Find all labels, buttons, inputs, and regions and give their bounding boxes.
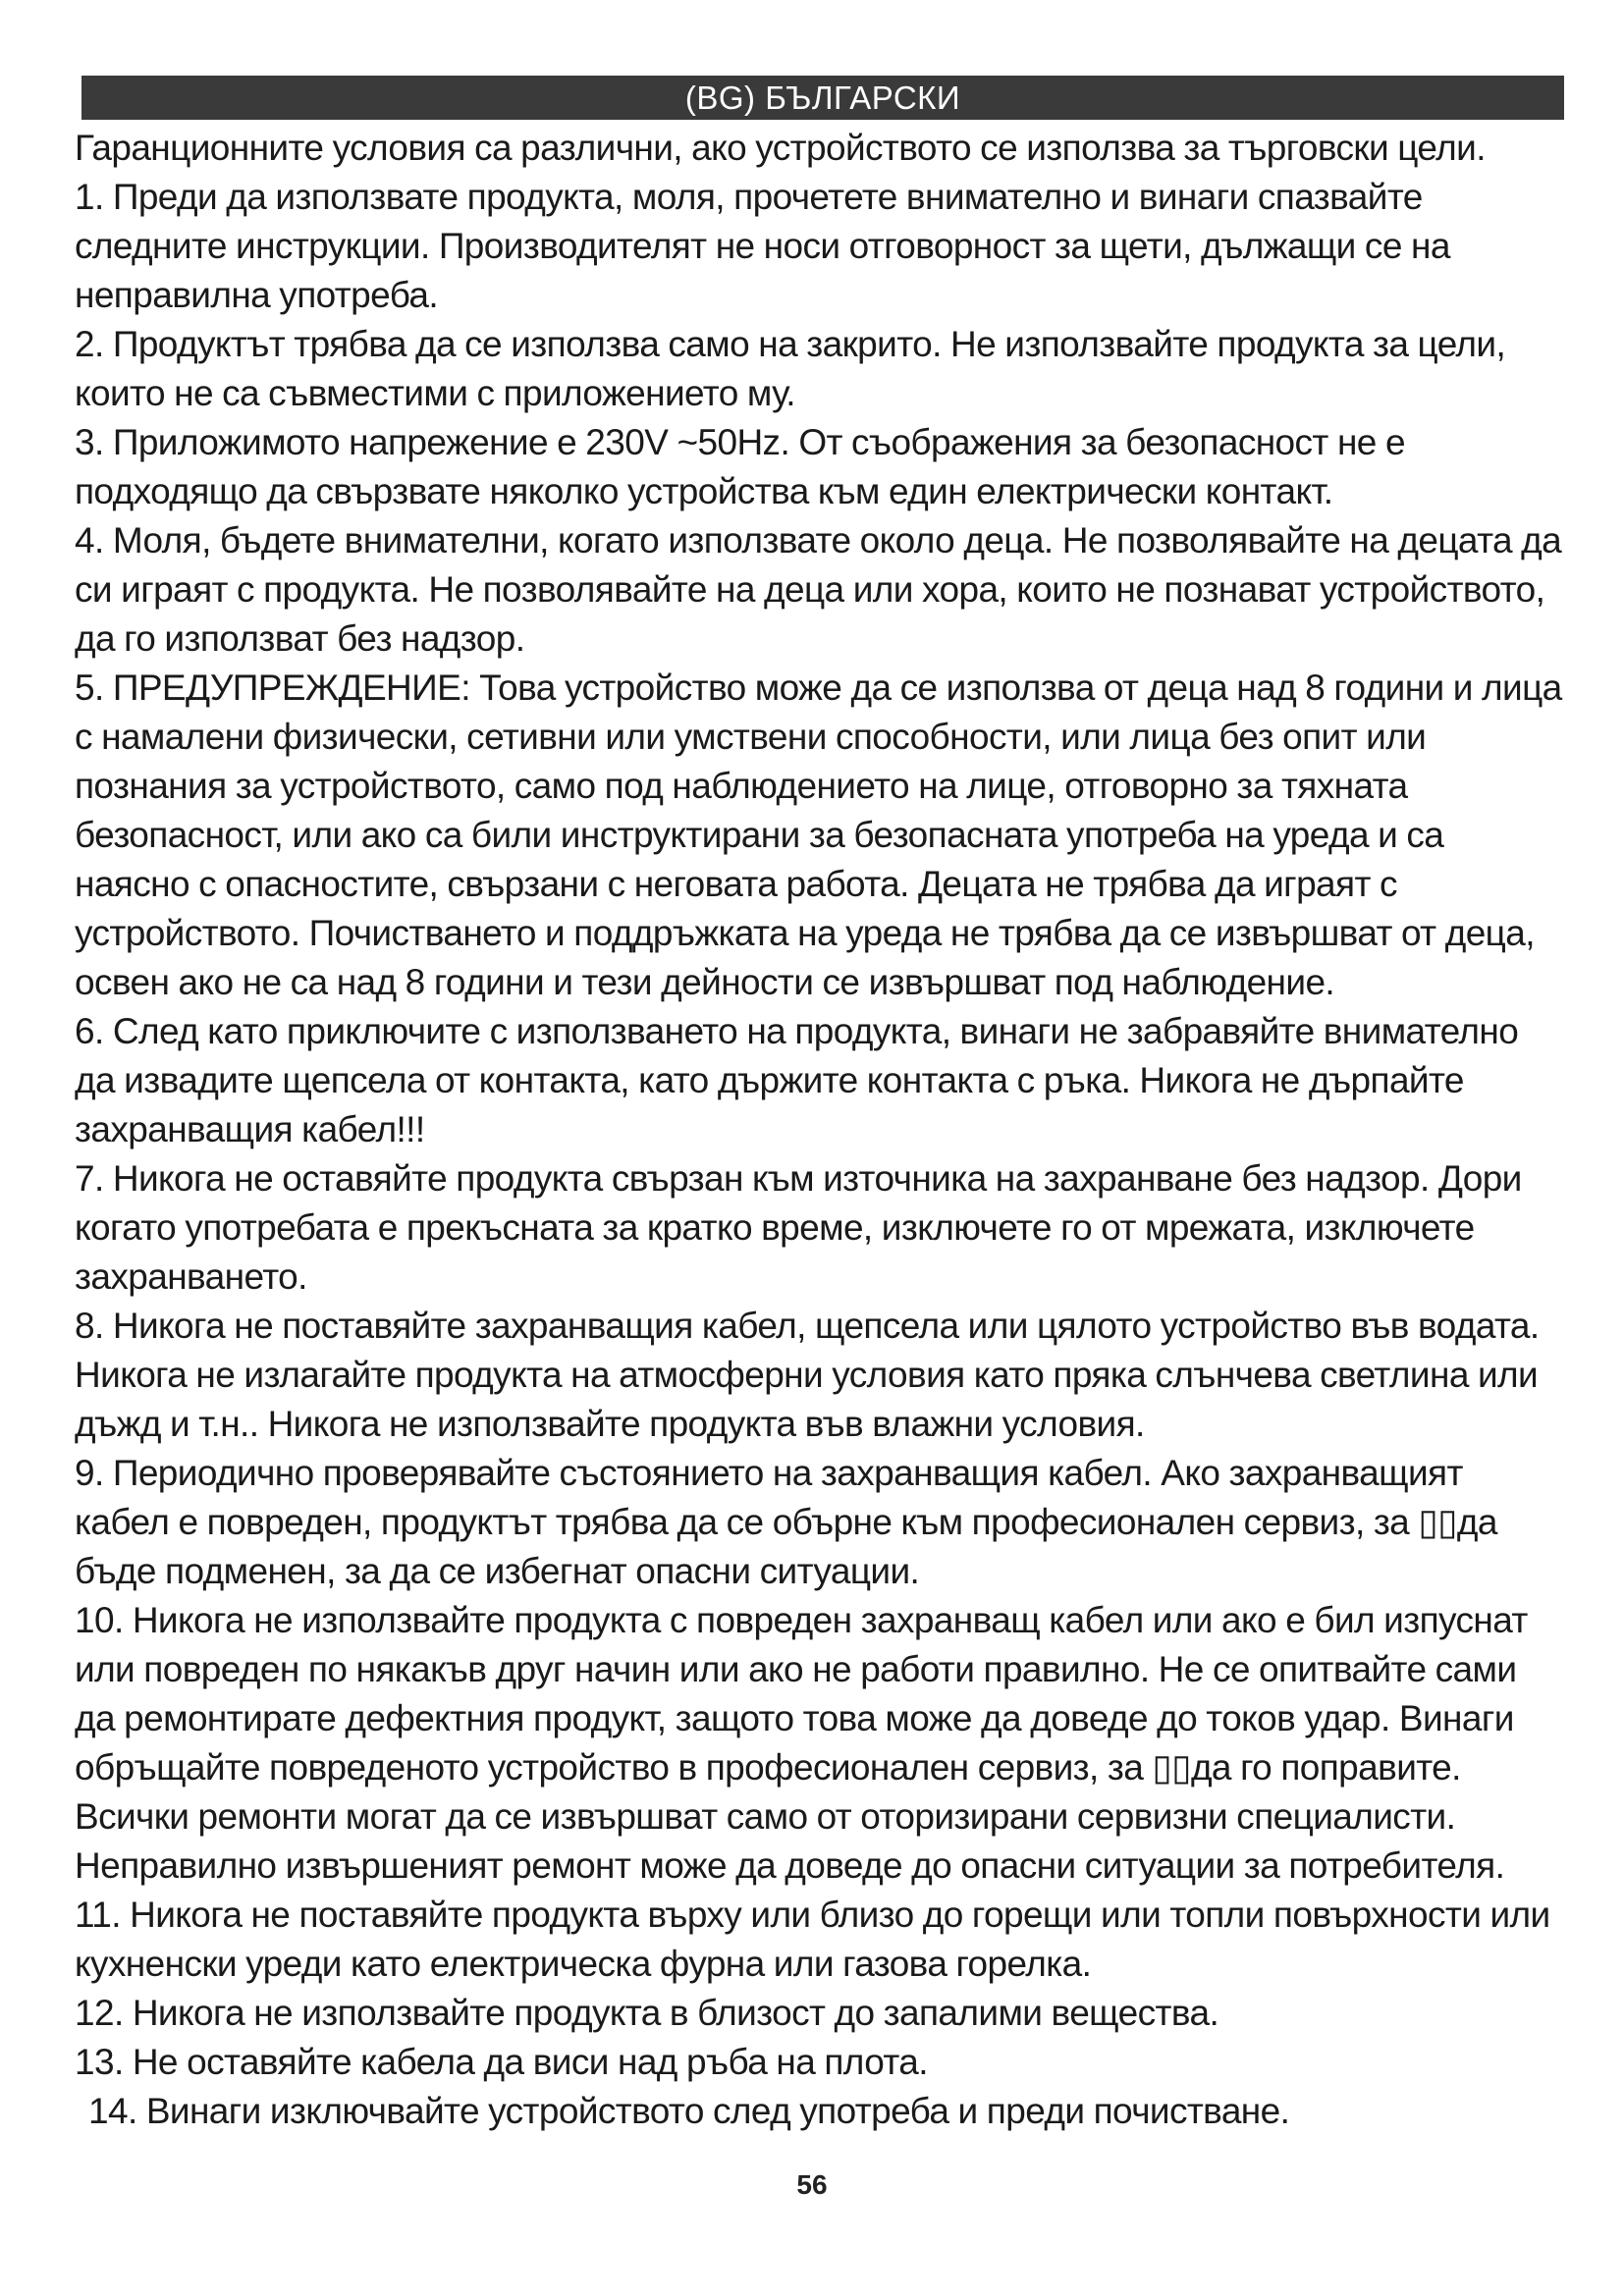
instruction-item-11: 11. Никога не поставяйте продукта върху или близо до горещи или топли повърхности или кухненски уреди като електрическа фурна или газова горелка. [75,1895,1550,1984]
instruction-item-7: 7. Никога не оставяйте продукта свързан към източника на захранване без надзор. Дори когато употребата е прекъсната за кратко време, изключете го от мрежата, изключете захранването. [75,1158,1522,1297]
document-body [75,124,1562,2136]
instruction-item-8: 8. Никога не поставяйте захранващия кабел, щепсела или цялото устройство във водата. Никога не излагайте продукта на атмосферни условия като пряка слънчева светлина или дъжд и т.н.. Никога не използвайте продукта във влажни условия. [75,1306,1540,1444]
instruction-item-9: 9. Периодично проверявайте състоянието на захранващия кабел. Ако захранващият кабел е повреден, продуктът трябва да се обърне към професионален сервиз, за ▯▯да бъде подменен, за да се избегнат опасни ситуации. [75,1453,1497,1591]
instruction-item-6: 6. След като приключите с използването на продукта, винаги не забравяйте внимателно да извадите щепсела от контакта, като държите контакта с ръка. Никога не дърпайте захранващия кабел!!! [75,1011,1519,1149]
instruction-item-4: 4. Моля, бъдете внимателни, когато използвате около деца. Не позволявайте на децата да си играят с продукта. Не позволявайте на деца или хора, които не познават устройството, да го използват без надзор. [75,520,1562,659]
instruction-item-13: 13. Не оставяйте кабела да виси над ръба на плота. [75,2042,928,2082]
instruction-item-1: 1. Преди да използвате продукта, моля, прочетете внимателно и винаги спазвайте следните инструкции. Производителят не носи отговорност за щети, дължащи се на неправилна употреба. [75,177,1450,315]
instruction-item-2: 2. Продуктът трябва да се използва само на закрито. Не използвайте продукта за цели, които не са съвместими с приложението му. [75,324,1506,413]
language-header: (BG) БЪЛГАРСКИ [81,76,1564,120]
instruction-item-5: 5. ПРЕДУПРЕЖДЕНИЕ: Това устройство може да се използва от деца над 8 години и лица с намалени физически, сетивни или умствени способности, или лица без опит или познания за устройството, само под наблюдението на лице, отговорно за тяхната безопасност, или ако са били инструктирани за безопасната употреба на уреда и са наясно с опасностите, свързани с неговата работа. Децата не трябва да играят с устройството. Почистването и поддръжката на уреда не трябва да се извършват от деца, освен ако не са над 8 години и тези дейности се извършват под наблюдение. [75,667,1562,1002]
instruction-item-10: 10. Никога не използвайте продукта с повреден захранващ кабел или ако е бил изпуснат или повреден по някакъв друг начин или ако не работи правилно. Не се опитвайте сами да ремонтирате дефектния продукт, защото това може да доведе до токов удар. Винаги обръщайте повреденото устройство в професионален сервиз, за ▯▯да го поправите. Всички ремонти могат да се извършват само от оторизирани сервизни специалисти. Неправилно извършеният ремонт може да доведе до опасни ситуации за потребителя. [75,1600,1528,1886]
instruction-item-14: 14. Винаги изключвайте устройството след употреба и преди почистване. [88,2091,1290,2131]
page-number: 56 [796,2169,828,2200]
instruction-item-3: 3. Приложимото напрежение е 230V ~50Hz. От съображения за безопасност не е подходящо да свързвате няколко устройства към един електрически контакт. [75,422,1405,511]
warranty-note: Гаранционните условия са различни, ако устройството се използва за търговски цели. [75,128,1486,168]
instruction-item-12: 12. Никога не използвайте продукта в близост до запалими вещества. [75,1993,1219,2033]
